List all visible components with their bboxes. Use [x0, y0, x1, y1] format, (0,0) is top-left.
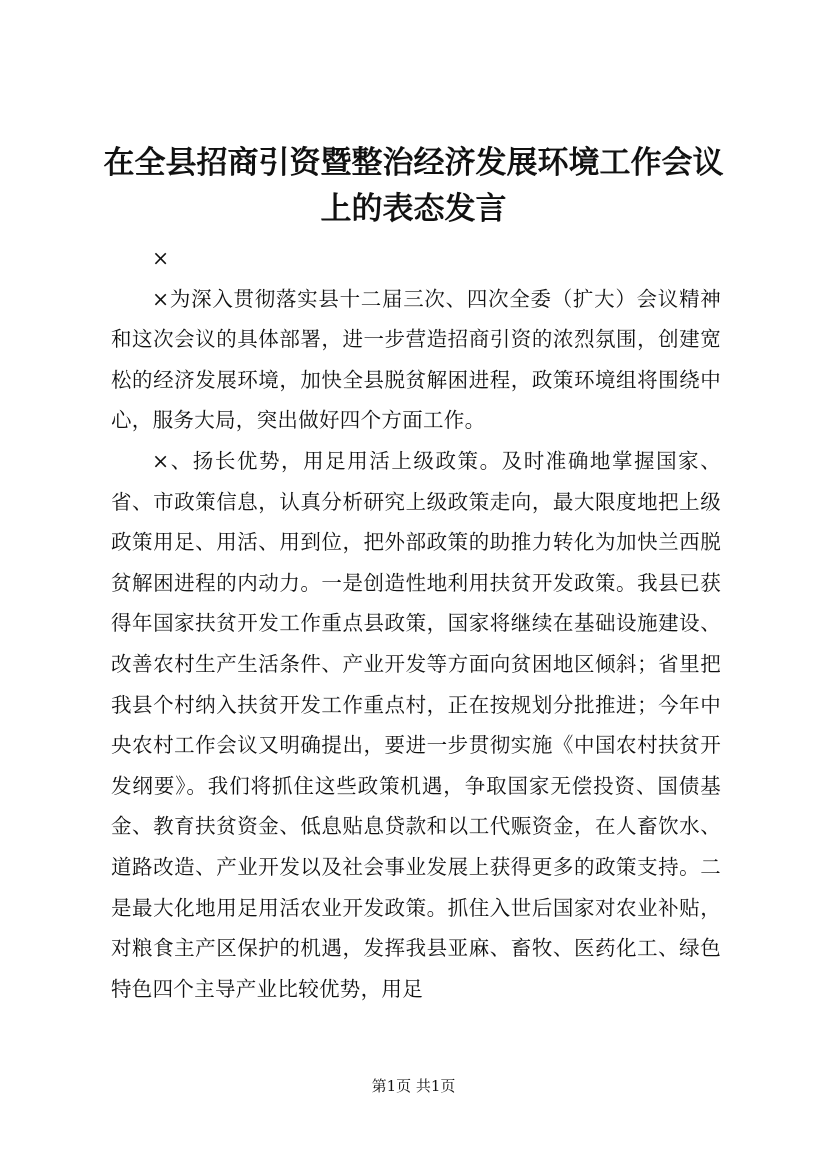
document-title — [100, 140, 727, 232]
title-line-2: 上的表态发言 — [320, 191, 507, 227]
document-body — [111, 238, 721, 1009]
paragraph-3: ×、扬长优势，用足用活上级政策。及时准确地掌握国家、省、市政策信息，认真分析研究上级政策走向，最大限度地把上级政策用足、用活、用到位，把外部政策的助推力转化为加快兰西脱贫解困进程的内动力。一是创造性地利用扶贫开发政策。我县已获得年国家扶贫开发工作重点县政策，国家将继续在基础设施建设、改善农村生产生活条件、产业开发等方面向贫困地区倾斜；省里把我县个村纳入扶贫开发工作重点村，正在按规划分批推进；今年中央农村工作会议又明确提出，要进一步贯彻实施《中国农村扶贫开发纲要》。我们将抓住这些政策机遇，争取国家无偿投资、国债基金、教育扶贫资金、低息贴息贷款和以工代赈资金，在人畜饮水、道路改造、产业开发以及社会事业发展上获得更多的政策支持。二是最大化地用足用活农业开发政策。抓住入世后国家对农业补贴，对粮食主产区保护的机遇，发挥我县亚麻、畜牧、医药化工、绿色特色四个主导产业比较优势，用足 — [111, 448, 721, 1001]
paragraph-1: × — [152, 246, 170, 270]
page-footer: 第1页 共1页 — [371, 1077, 456, 1095]
paragraph-2: ×为深入贯彻落实县十二届三次、四次全委（扩大）会议精神和这次会议的具体部署，进一步营造招商引资的浓烈氛围，创建宽松的经济发展环境，加快全县脱贫解困进程，政策环境组将围绕中心，服务大局，突出做好四个方面工作。 — [111, 286, 721, 433]
title-line-1: 在全县招商引资暨整治经济发展环境工作会议 — [103, 145, 724, 181]
